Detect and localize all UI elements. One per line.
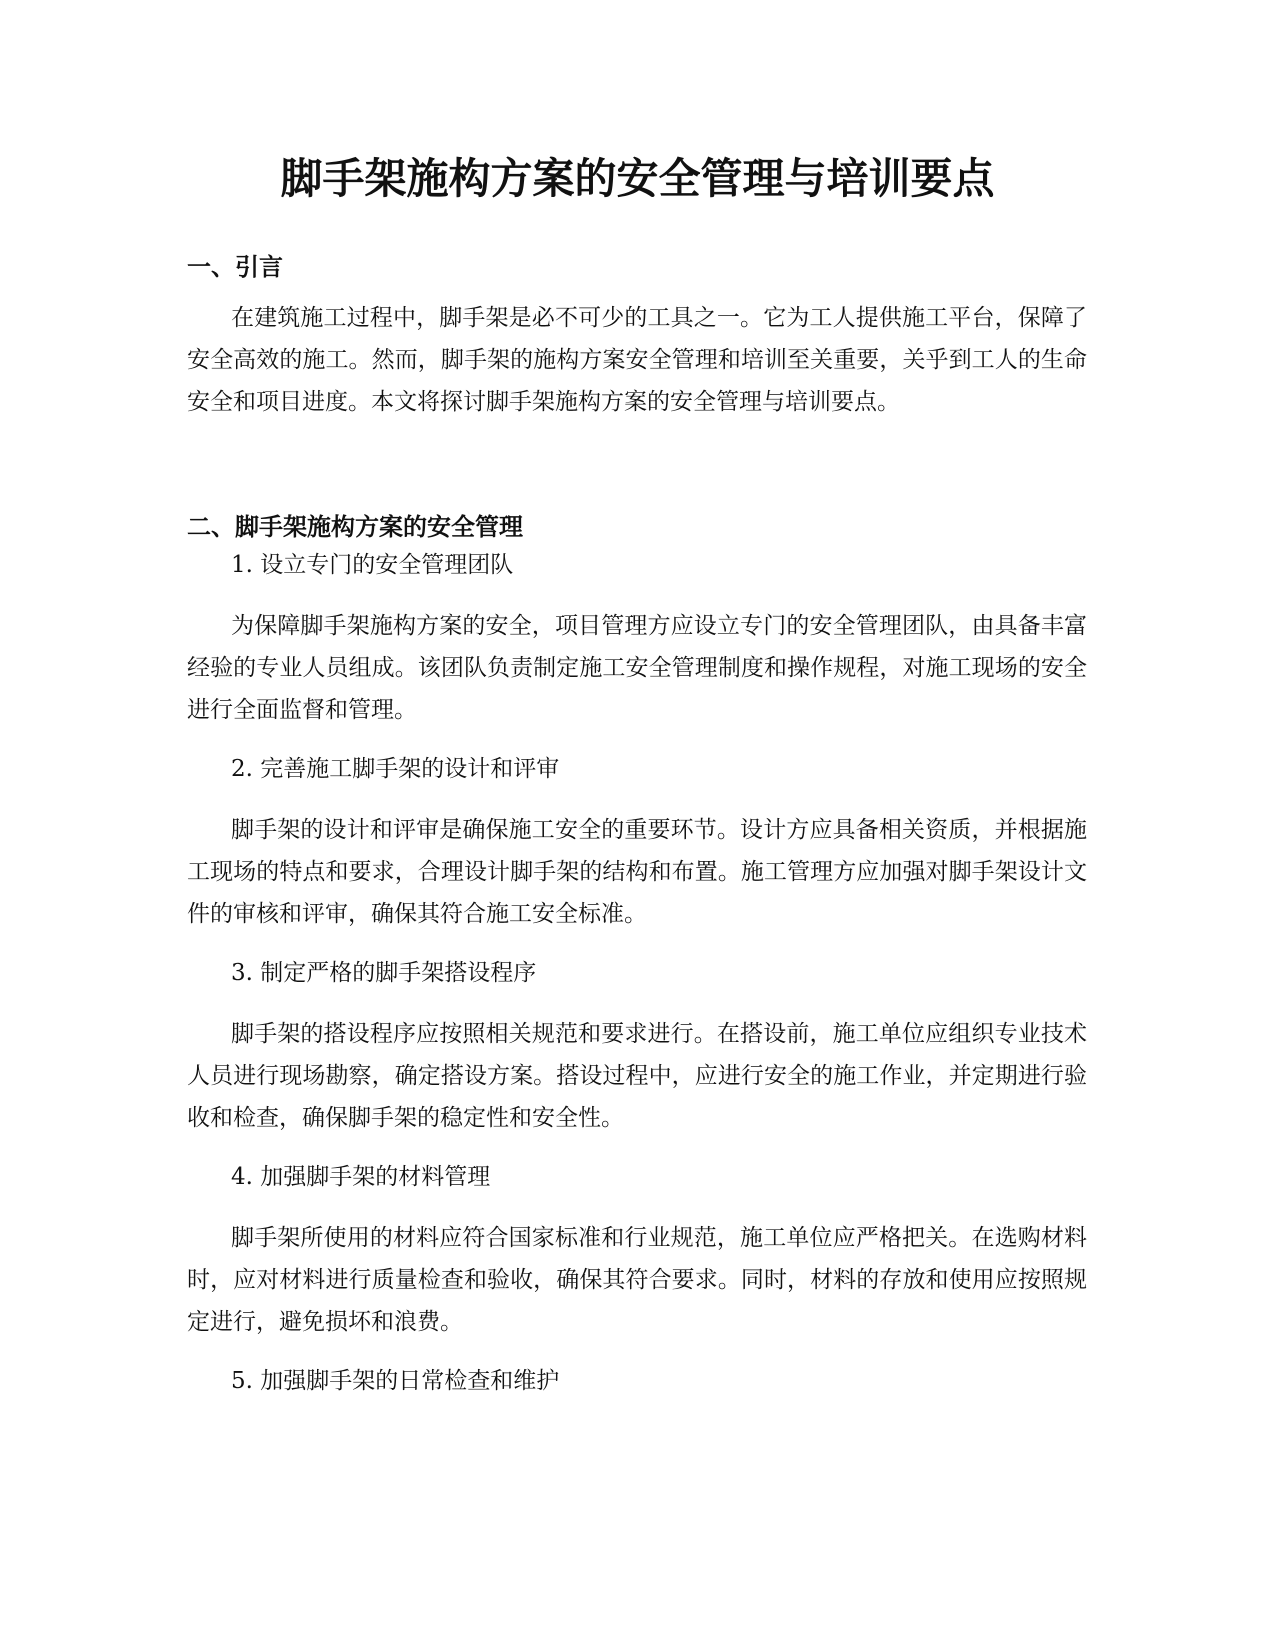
introduction-paragraph: 在建筑施工过程中，脚手架是必不可少的工具之一。它为工人提供施工平台，保障了安全高效的施工。然而，脚手架的施构方案安全管理和培训至关重要，关乎到工人的生命安全和项目进度。本文将探讨脚手架施构方案的安全管理与培训要点。 (187, 305, 1087, 415)
item-text-2: 脚手架的设计和评审是确保施工安全的重要环节。设计方应具备相关资质，并根据施工现场的特点和要求，合理设计脚手架的结构和布置。施工管理方应加强对脚手架设计文件的审核和评审，确保其符合施工安全标准。 (187, 817, 1087, 927)
item-title-4: 4. 加强脚手架的材料管理 (231, 1164, 491, 1190)
item-title-5: 5. 加强脚手架的日常检查和维护 (231, 1368, 560, 1394)
section-heading-safety-management: 二、脚手架施构方案的安全管理 (187, 513, 523, 541)
item-text-1: 为保障脚手架施构方案的安全，项目管理方应设立专门的安全管理团队，由具备丰富经验的专业人员组成。该团队负责制定施工安全管理制度和操作规程，对施工现场的安全进行全面监督和管理。 (187, 613, 1087, 723)
item-title-2: 2. 完善施工脚手架的设计和评审 (231, 756, 560, 782)
item-title-1: 1. 设立专门的安全管理团队 (231, 552, 514, 578)
item-text-3: 脚手架的搭设程序应按照相关规范和要求进行。在搭设前，施工单位应组织专业技术人员进行现场勘察，确定搭设方案。搭设过程中，应进行安全的施工作业，并定期进行验收和检查，确保脚手架的稳定性和安全性。 (187, 1021, 1087, 1131)
section-heading-introduction: 一、引言 (187, 253, 283, 281)
item-text-4: 脚手架所使用的材料应符合国家标准和行业规范，施工单位应严格把关。在选购材料时，应对材料进行质量检查和验收，确保其符合要求。同时，材料的存放和使用应按照规定进行，避免损坏和浪费。 (187, 1225, 1087, 1335)
item-title-3: 3. 制定严格的脚手架搭设程序 (231, 960, 537, 986)
document-title: 脚手架施构方案的安全管理与培训要点 (280, 154, 995, 203)
